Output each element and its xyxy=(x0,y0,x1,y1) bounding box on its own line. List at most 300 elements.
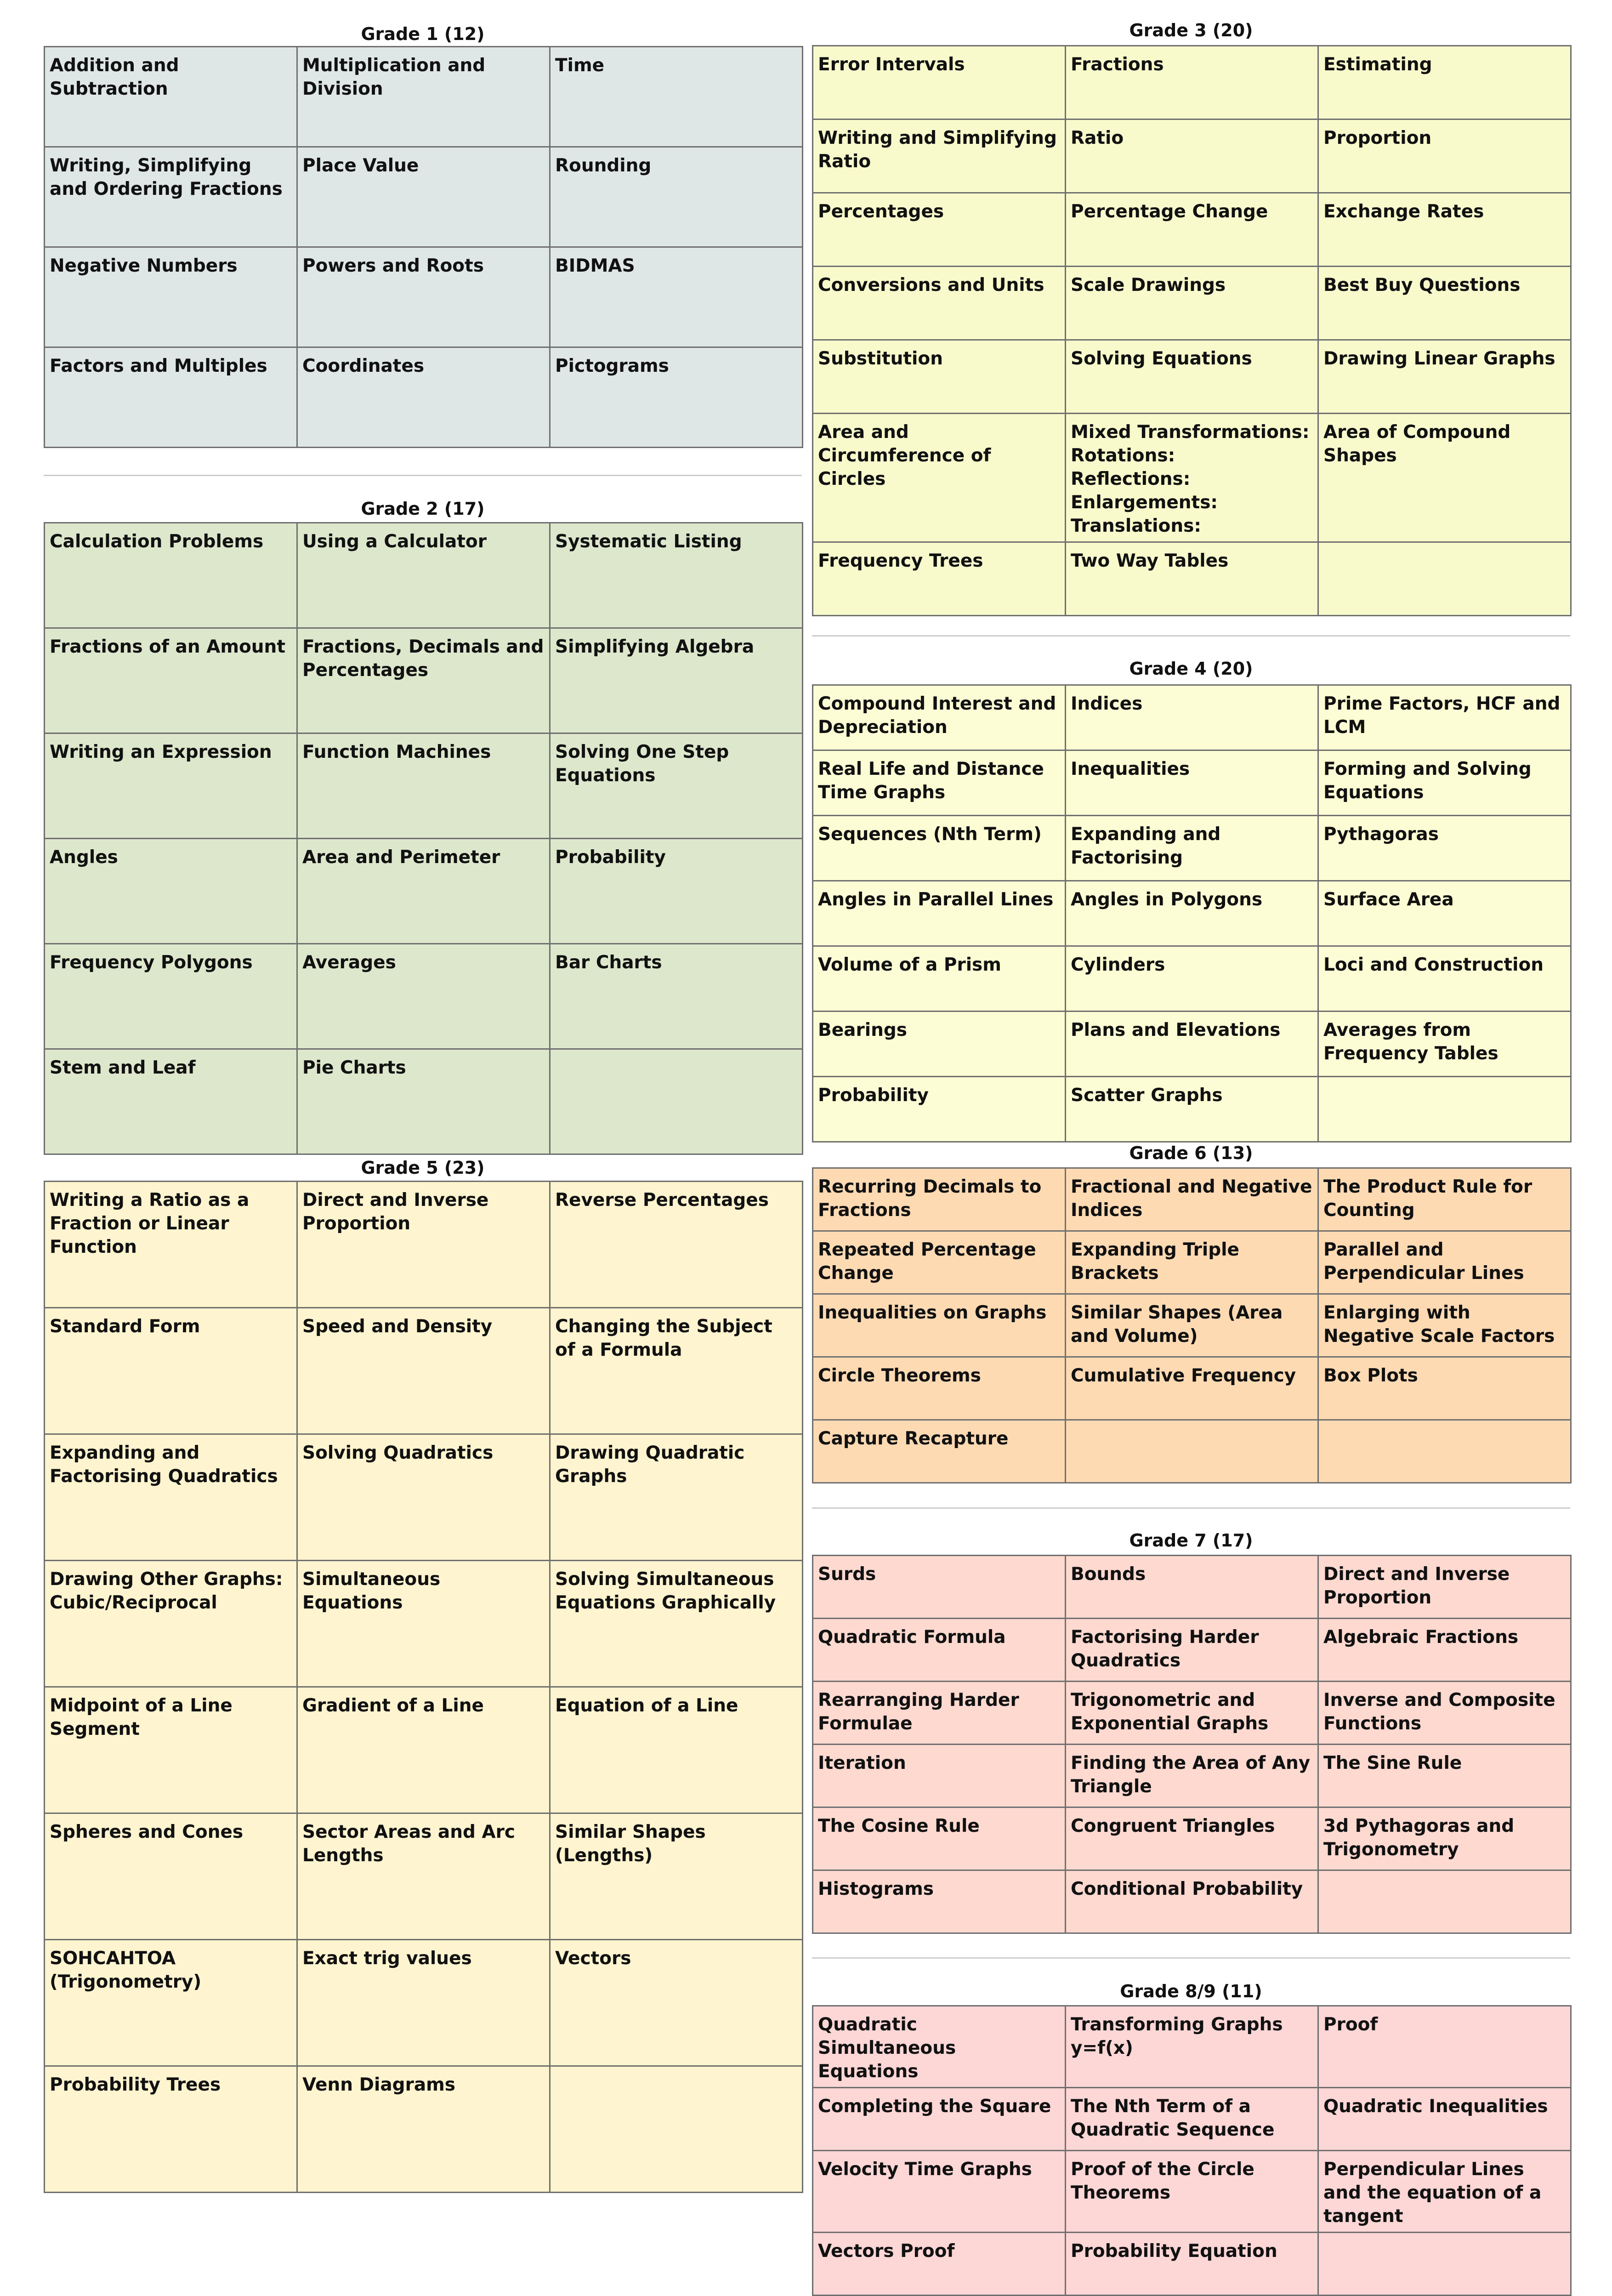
topic-label: Substitution xyxy=(818,348,943,369)
topic-cell xyxy=(1066,1420,1318,1483)
topic-label: Repeated Percentage Change xyxy=(818,1239,1036,1284)
topic-cell xyxy=(813,267,1066,340)
topic-label: Pie Charts xyxy=(302,1057,406,1078)
topic-label: Bounds xyxy=(1071,1564,1146,1585)
table-row xyxy=(45,1434,803,1561)
topic-label: Mixed Transformations: Rotations: Reflections: Enlargements: Translations: xyxy=(1071,422,1310,536)
topic-cell xyxy=(550,147,803,247)
table-row xyxy=(45,1182,803,1308)
topic-cell xyxy=(297,944,550,1049)
topic-label: Angles xyxy=(50,847,118,868)
topic-label: Solving Simultaneous Equations Graphically xyxy=(555,1569,776,1613)
topic-cell xyxy=(45,1687,297,1813)
table-row xyxy=(813,1357,1571,1420)
topic-label: Quadratic Simultaneous Equations xyxy=(818,2014,956,2082)
topic-cell xyxy=(813,193,1066,267)
topic-cell xyxy=(550,1434,803,1561)
topic-cell xyxy=(1318,816,1571,881)
topic-label: Parallel and Perpendicular Lines xyxy=(1323,1239,1524,1284)
topic-cell xyxy=(813,881,1066,946)
topic-cell xyxy=(550,1561,803,1687)
table-row xyxy=(813,1870,1571,1933)
topic-label: Probability Trees xyxy=(50,2074,221,2095)
topic-cell xyxy=(550,733,803,839)
topic-label: The Product Rule for Counting xyxy=(1323,1176,1533,1221)
topic-cell xyxy=(1066,2006,1318,2088)
topic-cell xyxy=(297,523,550,628)
topic-label: Conversions and Units xyxy=(818,275,1044,296)
topic-cell xyxy=(1066,46,1318,119)
grade-2-title: Grade 2 (17) xyxy=(361,499,485,519)
topic-label: Drawing Other Graphs: Cubic/Reciprocal xyxy=(50,1569,283,1613)
topic-label: Percentage Change xyxy=(1071,201,1268,222)
table-row xyxy=(813,1231,1571,1294)
table-row xyxy=(45,1308,803,1434)
topic-label: Rounding xyxy=(555,155,652,176)
topic-label: Similar Shapes (Area and Volume) xyxy=(1071,1302,1283,1347)
topic-cell xyxy=(1066,1231,1318,1294)
topic-cell xyxy=(45,1308,297,1434)
table-row xyxy=(45,147,803,247)
table-row xyxy=(45,628,803,733)
divider-6 xyxy=(812,1507,1570,1509)
grade-3-title: Grade 3 (20) xyxy=(1129,20,1253,40)
topic-label: Quadratic Formula xyxy=(818,1627,1006,1648)
topic-cell xyxy=(1066,2088,1318,2151)
topic-label: Writing an Expression xyxy=(50,742,272,762)
topic-cell xyxy=(550,523,803,628)
grade-5-table xyxy=(44,1181,803,2193)
topic-cell xyxy=(1066,119,1318,193)
topic-label: Multiplication and Division xyxy=(302,55,486,99)
topic-label: Standard Form xyxy=(50,1316,200,1337)
topic-label: Exact trig values xyxy=(302,1948,472,1969)
topic-cell xyxy=(1318,2233,1571,2296)
topic-cell xyxy=(813,816,1066,881)
topic-label: Algebraic Fractions xyxy=(1323,1627,1519,1648)
topic-cell xyxy=(1066,1682,1318,1745)
topic-cell xyxy=(1066,193,1318,267)
topic-cell xyxy=(813,542,1066,616)
topic-cell xyxy=(1318,1870,1571,1933)
topic-cell xyxy=(550,247,803,347)
topic-label: BIDMAS xyxy=(555,256,635,276)
topic-cell xyxy=(1066,1357,1318,1420)
topic-cell xyxy=(1318,1357,1571,1420)
topic-cell xyxy=(297,733,550,839)
topic-label: Percentages xyxy=(818,201,944,222)
topic-label: Scale Drawings xyxy=(1071,275,1226,296)
topic-cell xyxy=(1318,1294,1571,1357)
topic-cell xyxy=(297,839,550,944)
topic-label: Fractions, Decimals and Percentages xyxy=(302,637,544,681)
grade-5-title: Grade 5 (23) xyxy=(361,1158,485,1178)
topic-cell xyxy=(1318,1682,1571,1745)
topic-label: Writing, Simplifying and Ordering Fractions xyxy=(50,155,283,199)
topic-label: Sequences (Nth Term) xyxy=(818,824,1042,845)
topic-cell xyxy=(550,47,803,147)
table-row xyxy=(45,347,803,448)
topic-cell xyxy=(813,1556,1066,1619)
topic-cell xyxy=(813,2233,1066,2296)
topic-cell xyxy=(813,1619,1066,1682)
topic-label: Conditional Probability xyxy=(1071,1879,1303,1899)
topic-label: Histograms xyxy=(818,1879,934,1899)
topic-cell xyxy=(1066,750,1318,816)
table-row xyxy=(813,2233,1571,2296)
topic-cell xyxy=(813,119,1066,193)
table-row xyxy=(813,414,1571,542)
topic-cell xyxy=(45,1940,297,2066)
topic-label: Cylinders xyxy=(1071,955,1165,975)
topic-cell xyxy=(297,1940,550,2066)
topic-label: Factorising Harder Quadratics xyxy=(1071,1627,1259,1671)
topic-cell xyxy=(813,1294,1066,1357)
topic-cell xyxy=(1318,750,1571,816)
topic-label: Prime Factors, HCF and LCM xyxy=(1323,693,1561,738)
topic-label: Trigonometric and Exponential Graphs xyxy=(1071,1690,1269,1734)
topic-cell xyxy=(45,839,297,944)
topic-label: Expanding Triple Brackets xyxy=(1071,1239,1239,1284)
grade-1-table xyxy=(44,46,803,448)
topic-cell xyxy=(813,2006,1066,2088)
topic-label: Equation of a Line xyxy=(555,1695,738,1716)
table-row xyxy=(45,944,803,1049)
topic-label: Addition and Subtraction xyxy=(50,55,179,99)
topic-cell xyxy=(1066,2233,1318,2296)
table-row xyxy=(813,267,1571,340)
topic-label: Circle Theorems xyxy=(818,1365,981,1386)
table-row xyxy=(813,1556,1571,1619)
topic-cell xyxy=(1066,1807,1318,1870)
topic-cell xyxy=(813,1077,1066,1142)
topic-cell xyxy=(1318,414,1571,542)
topic-cell xyxy=(297,1049,550,1154)
topic-cell xyxy=(1318,1012,1571,1077)
topic-label: Similar Shapes (Lengths) xyxy=(555,1822,706,1866)
topic-cell xyxy=(1318,2151,1571,2233)
topic-cell xyxy=(1066,816,1318,881)
topic-cell xyxy=(1318,340,1571,414)
topic-cell xyxy=(813,946,1066,1012)
topic-cell xyxy=(550,1182,803,1308)
topic-label: Two Way Tables xyxy=(1071,551,1229,571)
topic-label: Exchange Rates xyxy=(1323,201,1484,222)
topic-label: Proof of the Circle Theorems xyxy=(1071,2159,1254,2203)
topic-label: Estimating xyxy=(1323,54,1432,75)
topic-label: Changing the Subject of a Formula xyxy=(555,1316,772,1360)
topic-label: Fractions of an Amount xyxy=(50,637,285,657)
topic-cell xyxy=(550,839,803,944)
topic-label: Expanding and Factorising Quadratics xyxy=(50,1443,278,1487)
grade-7-title: Grade 7 (17) xyxy=(1129,1530,1253,1551)
table-row xyxy=(45,523,803,628)
topic-cell xyxy=(1318,881,1571,946)
topic-cell xyxy=(297,47,550,147)
topic-cell xyxy=(1318,119,1571,193)
topic-cell xyxy=(1066,946,1318,1012)
topic-label: Inverse and Composite Functions xyxy=(1323,1690,1555,1734)
topic-label: Inequalities on Graphs xyxy=(818,1302,1047,1323)
topic-cell xyxy=(1318,193,1571,267)
topic-cell xyxy=(1066,685,1318,750)
topic-cell xyxy=(1066,1168,1318,1231)
topic-cell xyxy=(1066,2151,1318,2233)
topic-cell xyxy=(1066,881,1318,946)
topic-cell xyxy=(45,47,297,147)
table-row xyxy=(45,733,803,839)
grade-8-9-title: Grade 8/9 (11) xyxy=(1120,1981,1262,2001)
topic-cell xyxy=(1066,1294,1318,1357)
topic-cell xyxy=(297,147,550,247)
topic-label: Vectors xyxy=(555,1948,631,1969)
topic-cell xyxy=(1318,46,1571,119)
table-row xyxy=(813,1619,1571,1682)
topic-cell xyxy=(297,1182,550,1308)
topic-label: Area of Compound Shapes xyxy=(1323,422,1511,466)
topic-cell xyxy=(550,1813,803,1940)
topic-label: Forming and Solving Equations xyxy=(1323,759,1532,803)
topic-label: The Nth Term of a Quadratic Sequence xyxy=(1071,2096,1275,2140)
topic-cell xyxy=(1318,2006,1571,2088)
topic-label: Volume of a Prism xyxy=(818,955,1001,975)
topic-cell xyxy=(45,733,297,839)
topic-label: Fractional and Negative Indices xyxy=(1071,1176,1312,1221)
topic-label: Best Buy Questions xyxy=(1323,275,1521,296)
table-row xyxy=(813,685,1571,750)
topic-label: Congruent Triangles xyxy=(1071,1816,1275,1836)
topic-label: Frequency Polygons xyxy=(50,952,253,973)
topic-label: Inequalities xyxy=(1071,759,1190,779)
table-row xyxy=(813,1168,1571,1231)
topic-label: Simplifying Algebra xyxy=(555,637,755,657)
topic-cell xyxy=(1066,1077,1318,1142)
topic-cell xyxy=(1318,1168,1571,1231)
topic-label: Writing and Simplifying Ratio xyxy=(818,128,1057,172)
topic-cell xyxy=(45,1049,297,1154)
table-row xyxy=(45,1813,803,1940)
topic-label: Factors and Multiples xyxy=(50,356,267,376)
table-row xyxy=(813,1420,1571,1483)
topic-label: 3d Pythagoras and Trigonometry xyxy=(1323,1816,1515,1860)
topic-label: Gradient of a Line xyxy=(302,1695,484,1716)
topic-cell xyxy=(813,1682,1066,1745)
topic-label: Venn Diagrams xyxy=(302,2074,455,2095)
topic-cell xyxy=(1066,414,1318,542)
topic-label: The Cosine Rule xyxy=(818,1816,980,1836)
topic-label: Probability Equation xyxy=(1071,2241,1277,2262)
topic-cell xyxy=(1066,267,1318,340)
topic-cell xyxy=(45,1434,297,1561)
topic-cell xyxy=(813,1168,1066,1231)
topic-cell xyxy=(297,347,550,448)
topic-label: Time xyxy=(555,55,605,76)
topic-label: Writing a Ratio as a Fraction or Linear Function xyxy=(50,1190,250,1257)
topic-label: Bar Charts xyxy=(555,952,662,973)
topic-label: Proof xyxy=(1323,2014,1378,2035)
topic-label: Calculation Problems xyxy=(50,531,264,552)
topic-label: Vectors Proof xyxy=(818,2241,955,2262)
topic-label: Negative Numbers xyxy=(50,256,238,276)
topic-label: Frequency Trees xyxy=(818,551,983,571)
topic-cell xyxy=(1318,542,1571,616)
table-row xyxy=(813,1294,1571,1357)
topic-cell xyxy=(550,628,803,733)
table-row xyxy=(813,2088,1571,2151)
topic-label: Probability xyxy=(818,1085,929,1106)
topic-cell xyxy=(45,523,297,628)
topic-label: Plans and Elevations xyxy=(1071,1020,1281,1040)
topic-label: Reverse Percentages xyxy=(555,1190,769,1211)
topic-label: Rearranging Harder Formulae xyxy=(818,1690,1019,1734)
topic-cell xyxy=(45,1182,297,1308)
topic-label: Pictograms xyxy=(555,356,669,376)
topic-cell xyxy=(813,1807,1066,1870)
topic-cell xyxy=(550,1940,803,2066)
table-row xyxy=(813,1012,1571,1077)
grade-6-title: Grade 6 (13) xyxy=(1129,1143,1253,1163)
topic-label: Direct and Inverse Proportion xyxy=(1323,1564,1510,1608)
topic-cell xyxy=(1066,1619,1318,1682)
grade-8-9-table xyxy=(812,2005,1572,2296)
topic-label: Loci and Construction xyxy=(1323,955,1544,975)
table-row xyxy=(813,1745,1571,1807)
topic-label: Simultaneous Equations xyxy=(302,1569,441,1613)
table-row xyxy=(45,1687,803,1813)
grade-2-table xyxy=(44,522,803,1155)
topic-cell xyxy=(813,1745,1066,1807)
topic-cell xyxy=(1318,946,1571,1012)
topic-label: Area and Circumference of Circles xyxy=(818,422,991,489)
topic-label: The Sine Rule xyxy=(1323,1753,1462,1773)
table-row xyxy=(45,47,803,147)
topic-label: Indices xyxy=(1071,693,1143,714)
topic-label: Midpoint of a Line Segment xyxy=(50,1695,233,1739)
divider-7 xyxy=(812,1957,1570,1959)
table-row xyxy=(813,340,1571,414)
table-row xyxy=(813,2151,1571,2233)
topic-label: Stem and Leaf xyxy=(50,1057,196,1078)
topic-cell xyxy=(1066,1870,1318,1933)
topic-cell xyxy=(813,46,1066,119)
topic-cell xyxy=(813,750,1066,816)
topic-label: Coordinates xyxy=(302,356,425,376)
topic-label: Expanding and Factorising xyxy=(1071,824,1221,868)
topic-label: Powers and Roots xyxy=(302,256,484,276)
topic-cell xyxy=(45,1813,297,1940)
topic-label: Ratio xyxy=(1071,128,1124,148)
topic-cell xyxy=(45,147,297,247)
topic-label: Scatter Graphs xyxy=(1071,1085,1223,1106)
topic-label: Direct and Inverse Proportion xyxy=(302,1190,489,1234)
topic-label: Bearings xyxy=(818,1020,907,1040)
topic-cell xyxy=(1318,1556,1571,1619)
topic-cell xyxy=(813,2088,1066,2151)
topic-cell xyxy=(1318,1807,1571,1870)
grade-1-title: Grade 1 (12) xyxy=(361,24,485,44)
topic-cell xyxy=(297,247,550,347)
table-row xyxy=(45,247,803,347)
topic-cell xyxy=(45,944,297,1049)
topic-label: Averages xyxy=(302,952,396,973)
topic-cell xyxy=(813,1870,1066,1933)
topic-cell xyxy=(45,247,297,347)
topic-label: Fractions xyxy=(1071,54,1164,75)
topic-cell xyxy=(45,628,297,733)
topic-label: Perpendicular Lines and the equation of a tangent xyxy=(1323,2159,1542,2227)
topic-label: Proportion xyxy=(1323,128,1432,148)
topic-label: Real Life and Distance Time Graphs xyxy=(818,759,1044,803)
table-row xyxy=(813,193,1571,267)
topic-label: Function Machines xyxy=(302,742,491,762)
topic-cell xyxy=(297,1308,550,1434)
table-row xyxy=(813,46,1571,119)
topic-cell xyxy=(1066,1012,1318,1077)
topic-label: Speed and Density xyxy=(302,1316,493,1337)
grade-6-table xyxy=(812,1167,1572,1483)
topic-label: Place Value xyxy=(302,155,419,176)
topic-label: Using a Calculator xyxy=(302,531,487,552)
topic-label: Pythagoras xyxy=(1323,824,1439,845)
topic-cell xyxy=(813,1012,1066,1077)
table-row xyxy=(813,1682,1571,1745)
topic-label: Surds xyxy=(818,1564,876,1585)
topic-label: SOHCAHTOA (Trigonometry) xyxy=(50,1948,202,1992)
topic-cell xyxy=(813,685,1066,750)
topic-label: Iteration xyxy=(818,1753,906,1773)
topic-cell xyxy=(1318,2088,1571,2151)
topic-cell xyxy=(813,1231,1066,1294)
topic-label: Sector Areas and Arc Lengths xyxy=(302,1822,515,1866)
topic-cell xyxy=(1318,1231,1571,1294)
topic-cell xyxy=(297,2066,550,2193)
topic-label: Solving Quadratics xyxy=(302,1443,494,1463)
topic-cell xyxy=(1318,1745,1571,1807)
topic-cell xyxy=(1318,1420,1571,1483)
table-row xyxy=(813,1077,1571,1142)
topic-cell xyxy=(813,2151,1066,2233)
topic-cell xyxy=(45,2066,297,2193)
topic-label: Cumulative Frequency xyxy=(1071,1365,1296,1386)
table-row xyxy=(45,1049,803,1154)
topic-cell xyxy=(550,1308,803,1434)
topic-cell xyxy=(813,414,1066,542)
topic-cell xyxy=(1318,685,1571,750)
topic-cell xyxy=(550,1049,803,1154)
table-row xyxy=(45,2066,803,2193)
topic-cell xyxy=(45,1561,297,1687)
table-row xyxy=(813,119,1571,193)
grade-3-table xyxy=(812,45,1572,616)
topic-label: Probability xyxy=(555,847,666,868)
topic-label: Finding the Area of Any Triangle xyxy=(1071,1753,1311,1797)
topic-label: Averages from Frequency Tables xyxy=(1323,1020,1498,1064)
topic-cell xyxy=(297,628,550,733)
topic-label: Solving One Step Equations xyxy=(555,742,729,786)
topic-cell xyxy=(813,1357,1066,1420)
table-row xyxy=(813,1807,1571,1870)
divider-3 xyxy=(812,635,1570,637)
table-row xyxy=(813,2006,1571,2088)
topic-label: Compound Interest and Depreciation xyxy=(818,693,1056,738)
topic-label: Completing the Square xyxy=(818,2096,1051,2117)
topic-cell xyxy=(1318,1077,1571,1142)
topic-cell xyxy=(550,1687,803,1813)
topic-label: Area and Perimeter xyxy=(302,847,500,868)
topic-cell xyxy=(1066,1556,1318,1619)
topic-label: Drawing Linear Graphs xyxy=(1323,348,1555,369)
table-row xyxy=(813,816,1571,881)
